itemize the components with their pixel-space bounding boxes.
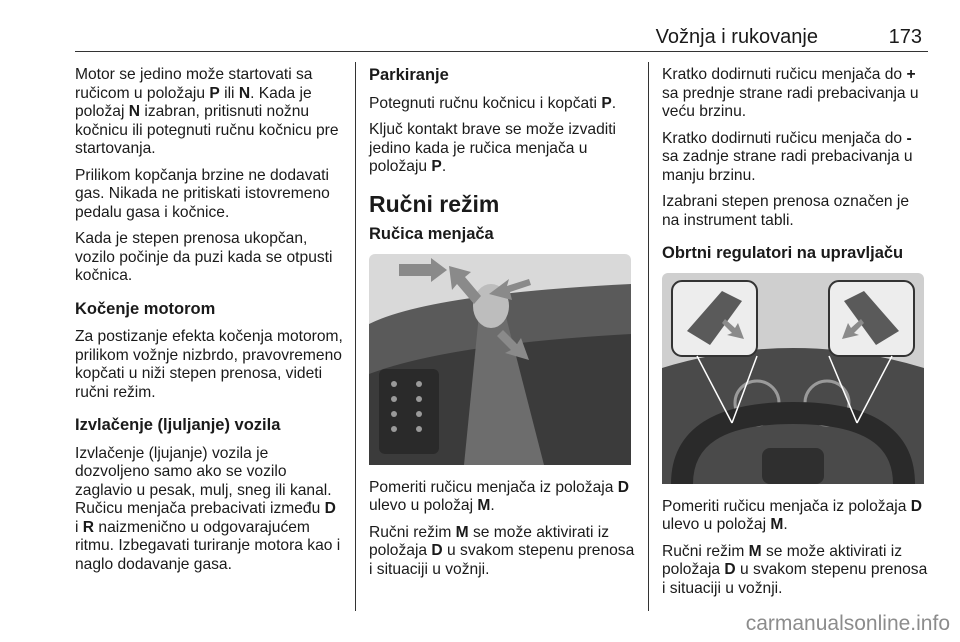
column-1 bbox=[75, 66, 343, 582]
column-2 bbox=[369, 66, 635, 587]
heading-paddles: Obrtni regulatori na upravljaču bbox=[662, 244, 904, 262]
gear-lever-figure bbox=[369, 254, 631, 465]
chapter-title: Vožnja i rukovanje bbox=[655, 26, 818, 48]
column-divider-1 bbox=[355, 62, 356, 611]
heading-manual-mode: Ručni režim bbox=[369, 190, 500, 217]
paddles-figure bbox=[662, 273, 924, 484]
watermark: carmanualsonline.info bbox=[745, 612, 950, 635]
paragraph-engine-start: Motor se jedino može startovati sa ručicom u položaju P ili N. Kada je položaj N izabran, pritisnuti nožnu kočnicu ili potegnuti ručnu kočnicu pre startovanja. bbox=[75, 66, 339, 157]
paragraph-downshift: Kratko dodirnuti ručicu menjača do - sa zadnje strane radi prebacivanja u manju brzinu. bbox=[662, 129, 913, 184]
column-3 bbox=[662, 66, 928, 606]
column-divider-2 bbox=[648, 62, 649, 611]
heading-rocking: Izvlačenje (ljuljanje) vozila bbox=[75, 416, 281, 434]
paragraph-rocking: Izvlačenje (ljujanje) vozila je dozvoljeno samo ako se vozilo zaglavio u pesak, mulj, sneg ili kanal. Ručicu menjača prebacivati između D i R naizmenično u odgovarajućem ritmu. Izbegavati turiranje motora kao i naglo dodavanje gasa. bbox=[75, 444, 341, 573]
paragraph-instrument: Izabrani stepen prenosa označen je na instrument tabli. bbox=[662, 193, 910, 229]
paragraph-key-removal: Ključ kontakt brave se može izvaditi jedino kada je ručica menjača u položaju P. bbox=[369, 121, 617, 175]
paragraph-no-throttle: Prilikom kopčanja brzine ne dodavati gas. Nikada ne pritiskati istovremeno pedalu gasa i kočnice. bbox=[75, 166, 330, 221]
heading-engine-braking: Kočenje motorom bbox=[75, 299, 216, 318]
page-header bbox=[75, 20, 928, 48]
page-number: 173 bbox=[888, 26, 922, 48]
paragraph-manual-activation: Ručni režim M se može aktivirati iz položaja D u svakom stepenu prenosa i situaciji u vožnji. bbox=[369, 523, 635, 578]
paragraph-shift-to-m-2: Pomeriti ručicu menjača iz položaja D ulevo u položaj M. bbox=[662, 497, 923, 533]
gear-lever-illustration bbox=[369, 254, 631, 465]
paragraph-shift-to-m: Pomeriti ručicu menjača iz položaja D ulevo u položaj M. bbox=[369, 478, 630, 514]
heading-parking: Parkiranje bbox=[369, 66, 449, 84]
header-rule bbox=[75, 51, 928, 52]
steering-paddles-illustration bbox=[662, 273, 924, 484]
heading-gear-lever: Ručica menjača bbox=[369, 225, 494, 243]
paragraph-engine-braking: Za postizanje efekta kočenja motorom, prilikom vožnje nizbrdo, pravovremeno kopčati u niži stepen prenosa, videti ručni režim. bbox=[75, 328, 343, 401]
paragraph-creep: Kada je stepen prenosa ukopčan, vozilo počinje da puzi kada se otpusti kočnica. bbox=[75, 230, 333, 284]
paragraph-manual-activation-2: Ručni režim M se može aktivirati iz položaja D u svakom stepenu prenosa i situaciji u vožnji. bbox=[662, 542, 928, 597]
paragraph-upshift: Kratko dodirnuti ručicu menjača do + sa prednje strane radi prebacivanja u veću brzinu. bbox=[662, 66, 919, 120]
paragraph-parking-brake: Potegnuti ručnu kočnicu i kopčati P. bbox=[369, 94, 617, 112]
